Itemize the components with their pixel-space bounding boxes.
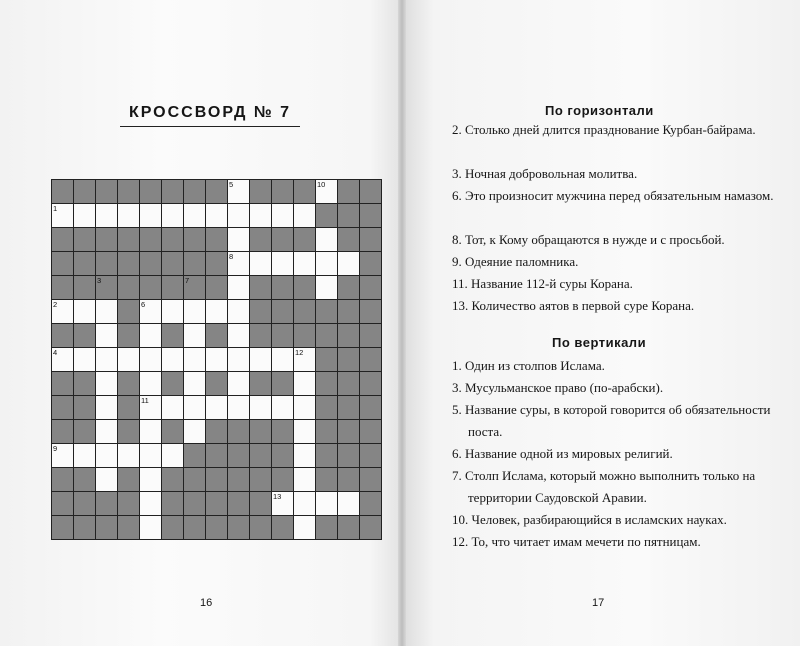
crossword-cell-blocked <box>250 324 271 347</box>
crossword-cell-blocked <box>294 276 315 299</box>
crossword-cell-open[interactable] <box>338 492 359 515</box>
crossword-cell-blocked <box>294 180 315 203</box>
crossword-cell-blocked <box>360 204 381 227</box>
clue-number: 2 <box>53 300 58 309</box>
crossword-cell-blocked <box>184 444 205 467</box>
crossword-cell-blocked <box>206 228 227 251</box>
crossword-cell-open[interactable] <box>74 348 95 371</box>
crossword-cell-blocked <box>74 180 95 203</box>
crossword-cell-open[interactable] <box>140 420 161 443</box>
clue-number: 1 <box>53 204 58 213</box>
clue-down-7: 7. Столп Ислама, который можно выполнить только на территории Саудовской Аравии. <box>452 468 756 505</box>
crossword-cell-blocked <box>272 444 293 467</box>
crossword-cell-blocked <box>206 492 227 515</box>
crossword-grid <box>51 179 382 540</box>
crossword-cell-blocked <box>162 516 183 539</box>
clue-number: 4 <box>53 348 58 357</box>
crossword-cell-blocked <box>228 420 249 443</box>
crossword-cell-blocked <box>118 324 139 347</box>
crossword-cell-open[interactable] <box>294 348 315 371</box>
clue-number: 8 <box>229 252 234 261</box>
crossword-cell-blocked <box>360 372 381 395</box>
crossword-cell-blocked <box>272 324 293 347</box>
crossword-cell-blocked <box>206 180 227 203</box>
crossword-cell-blocked <box>140 180 161 203</box>
crossword-cell-open[interactable] <box>96 348 117 371</box>
crossword-cell-blocked <box>118 396 139 419</box>
crossword-cell-blocked <box>316 348 337 371</box>
clue-down-1: 1. Один из столпов Ислама. <box>452 358 605 373</box>
crossword-cell-blocked <box>250 372 271 395</box>
crossword-cell-blocked <box>118 300 139 323</box>
crossword-cell-open[interactable] <box>184 324 205 347</box>
crossword-cell-open[interactable] <box>140 396 161 419</box>
crossword-cell-blocked <box>338 324 359 347</box>
crossword-cell-open[interactable] <box>140 324 161 347</box>
crossword-cell-open[interactable] <box>184 300 205 323</box>
crossword-cell-open[interactable] <box>96 444 117 467</box>
crossword-cell-open[interactable] <box>118 348 139 371</box>
crossword-cell-open[interactable] <box>316 180 337 203</box>
crossword-cell-blocked <box>206 444 227 467</box>
crossword-cell-blocked <box>52 468 73 491</box>
crossword-cell-blocked <box>74 276 95 299</box>
crossword-cell-open[interactable] <box>140 372 161 395</box>
crossword-cell-blocked <box>184 468 205 491</box>
clue-number: 7 <box>185 276 190 285</box>
crossword-cell-blocked <box>74 420 95 443</box>
crossword-cell-open[interactable] <box>294 372 315 395</box>
crossword-cell-open[interactable] <box>228 372 249 395</box>
crossword-cell-open[interactable] <box>228 300 249 323</box>
crossword-cell-open[interactable] <box>184 372 205 395</box>
crossword-cell-blocked <box>184 228 205 251</box>
crossword-cell-blocked <box>162 492 183 515</box>
crossword-cell-open[interactable] <box>206 348 227 371</box>
crossword-cell-open[interactable] <box>74 204 95 227</box>
clue-number: 6 <box>141 300 146 309</box>
crossword-cell-open[interactable] <box>294 420 315 443</box>
crossword-cell-open[interactable] <box>250 204 271 227</box>
clue-down-6: 6. Название одной из мировых религий. <box>452 446 673 461</box>
clue-across-9: 9. Одеяние паломника. <box>452 254 579 269</box>
crossword-cell-open[interactable] <box>140 444 161 467</box>
crossword-cell-open[interactable] <box>118 204 139 227</box>
crossword-cell-blocked <box>184 180 205 203</box>
clue-down-5: 5. Название суры, в которой говорится об обязательности поста. <box>452 402 771 439</box>
crossword-cell-blocked <box>250 420 271 443</box>
crossword-cell-blocked <box>272 300 293 323</box>
crossword-cell-blocked <box>360 300 381 323</box>
crossword-cell-open[interactable] <box>228 228 249 251</box>
crossword-cell-blocked <box>52 324 73 347</box>
crossword-cell-blocked <box>250 468 271 491</box>
crossword-cell-blocked <box>206 276 227 299</box>
crossword-cell-blocked <box>316 324 337 347</box>
crossword-cell-open[interactable] <box>206 204 227 227</box>
crossword-cell-open[interactable] <box>140 300 161 323</box>
clue-number: 13 <box>273 492 282 501</box>
crossword-cell-blocked <box>228 468 249 491</box>
across-heading: По горизонтали <box>545 103 654 118</box>
crossword-cell-blocked <box>250 300 271 323</box>
crossword-cell-open[interactable] <box>52 300 73 323</box>
crossword-cell-open[interactable] <box>272 492 293 515</box>
crossword-cell-open[interactable] <box>184 396 205 419</box>
crossword-cell-blocked <box>52 276 73 299</box>
crossword-cell-blocked <box>316 300 337 323</box>
crossword-cell-open[interactable] <box>96 420 117 443</box>
crossword-cell-blocked <box>206 372 227 395</box>
crossword-cell-open[interactable] <box>316 276 337 299</box>
crossword-cell-open[interactable] <box>228 324 249 347</box>
crossword-cell-blocked <box>294 228 315 251</box>
crossword-cell-open[interactable] <box>294 204 315 227</box>
clue-across-6: 6. Это произносит мужчина перед обязательным намазом. <box>452 188 774 203</box>
crossword-cell-open[interactable] <box>206 396 227 419</box>
crossword-cell-open[interactable] <box>294 444 315 467</box>
crossword-cell-blocked <box>272 276 293 299</box>
crossword-cell-open[interactable] <box>250 252 271 275</box>
crossword-cell-blocked <box>360 492 381 515</box>
crossword-cell-open[interactable] <box>140 348 161 371</box>
crossword-cell-blocked <box>118 492 139 515</box>
crossword-cell-blocked <box>338 300 359 323</box>
crossword-cell-blocked <box>360 420 381 443</box>
crossword-cell-blocked <box>338 204 359 227</box>
crossword-cell-blocked <box>228 492 249 515</box>
crossword-cell-open[interactable] <box>162 300 183 323</box>
crossword-cell-blocked <box>294 324 315 347</box>
crossword-cell-blocked <box>206 468 227 491</box>
crossword-cell-blocked <box>338 228 359 251</box>
crossword-cell-blocked <box>316 444 337 467</box>
crossword-cell-open[interactable] <box>74 300 95 323</box>
crossword-cell-blocked <box>316 516 337 539</box>
crossword-cell-open[interactable] <box>96 204 117 227</box>
crossword-cell-blocked <box>184 276 205 299</box>
crossword-cell-blocked <box>250 516 271 539</box>
crossword-cell-blocked <box>74 468 95 491</box>
crossword-cell-blocked <box>316 420 337 443</box>
crossword-cell-open[interactable] <box>140 492 161 515</box>
crossword-cell-blocked <box>162 420 183 443</box>
crossword-cell-blocked <box>118 516 139 539</box>
crossword-cell-blocked <box>360 276 381 299</box>
crossword-cell-open[interactable] <box>272 396 293 419</box>
crossword-cell-blocked <box>162 372 183 395</box>
crossword-cell-blocked <box>118 180 139 203</box>
crossword-cell-blocked <box>96 180 117 203</box>
crossword-cell-blocked <box>250 444 271 467</box>
crossword-cell-blocked <box>140 276 161 299</box>
crossword-cell-blocked <box>316 468 337 491</box>
crossword-cell-blocked <box>96 276 117 299</box>
down-heading: По вертикали <box>552 335 647 350</box>
crossword-cell-blocked <box>162 180 183 203</box>
crossword-cell-open[interactable] <box>52 444 73 467</box>
crossword-cell-open[interactable] <box>74 444 95 467</box>
crossword-cell-blocked <box>338 516 359 539</box>
crossword-cell-open[interactable] <box>294 468 315 491</box>
crossword-cell-blocked <box>162 252 183 275</box>
crossword-cell-blocked <box>272 516 293 539</box>
crossword-cell-open[interactable] <box>228 276 249 299</box>
crossword-cell-open[interactable] <box>162 444 183 467</box>
crossword-cell-open[interactable] <box>338 252 359 275</box>
crossword-cell-open[interactable] <box>96 324 117 347</box>
crossword-cell-blocked <box>118 468 139 491</box>
crossword-cell-blocked <box>360 252 381 275</box>
crossword-cell-blocked <box>96 492 117 515</box>
crossword-cell-blocked <box>206 324 227 347</box>
clue-number: 10 <box>317 180 326 189</box>
crossword-cell-open[interactable] <box>96 396 117 419</box>
crossword-cell-open[interactable] <box>316 252 337 275</box>
crossword-cell-blocked <box>228 516 249 539</box>
crossword-cell-open[interactable] <box>162 348 183 371</box>
crossword-cell-open[interactable] <box>140 204 161 227</box>
crossword-cell-blocked <box>184 516 205 539</box>
crossword-cell-blocked <box>338 444 359 467</box>
crossword-cell-blocked <box>162 228 183 251</box>
crossword-cell-blocked <box>206 252 227 275</box>
crossword-cell-blocked <box>360 468 381 491</box>
clue-across-2: 2. Столько дней длится празднование Курбан-байрама. <box>452 122 756 137</box>
crossword-cell-open[interactable] <box>52 348 73 371</box>
crossword-cell-blocked <box>74 324 95 347</box>
crossword-cell-open[interactable] <box>228 180 249 203</box>
crossword-cell-blocked <box>52 396 73 419</box>
crossword-cell-blocked <box>338 396 359 419</box>
crossword-cell-blocked <box>96 228 117 251</box>
crossword-cell-open[interactable] <box>250 348 271 371</box>
crossword-cell-open[interactable] <box>184 348 205 371</box>
crossword-cell-blocked <box>52 516 73 539</box>
crossword-cell-blocked <box>74 372 95 395</box>
crossword-cell-blocked <box>184 492 205 515</box>
crossword-cell-blocked <box>360 444 381 467</box>
crossword-cell-blocked <box>74 228 95 251</box>
crossword-cell-blocked <box>184 252 205 275</box>
crossword-cell-blocked <box>52 420 73 443</box>
crossword-cell-open[interactable] <box>162 204 183 227</box>
crossword-cell-open[interactable] <box>228 348 249 371</box>
clue-number: 11 <box>141 396 149 405</box>
crossword-cell-open[interactable] <box>140 468 161 491</box>
crossword-cell-open[interactable] <box>294 396 315 419</box>
crossword-cell-blocked <box>294 300 315 323</box>
crossword-cell-open[interactable] <box>250 396 271 419</box>
crossword-cell-blocked <box>272 468 293 491</box>
crossword-cell-blocked <box>316 396 337 419</box>
crossword-cell-blocked <box>52 180 73 203</box>
crossword-cell-blocked <box>52 372 73 395</box>
crossword-cell-open[interactable] <box>228 396 249 419</box>
crossword-cell-open[interactable] <box>184 420 205 443</box>
page-number-right: 17 <box>592 597 605 609</box>
crossword-title: КРОССВОРД № 7 <box>120 104 300 127</box>
crossword-cell-blocked <box>316 372 337 395</box>
crossword-cell-blocked <box>118 228 139 251</box>
clue-across-8: 8. Тот, к Кому обращаются в нужде и с просьбой. <box>452 232 725 247</box>
clue-number: 9 <box>53 444 58 453</box>
crossword-cell-open[interactable] <box>272 204 293 227</box>
crossword-cell-open[interactable] <box>294 252 315 275</box>
clue-number: 12 <box>295 348 304 357</box>
crossword-cell-blocked <box>272 372 293 395</box>
crossword-cell-blocked <box>250 492 271 515</box>
crossword-cell-blocked <box>360 324 381 347</box>
crossword-cell-blocked <box>272 420 293 443</box>
crossword-cell-open[interactable] <box>228 204 249 227</box>
crossword-cell-blocked <box>272 228 293 251</box>
crossword-cell-blocked <box>118 420 139 443</box>
crossword-cell-blocked <box>338 420 359 443</box>
crossword-cell-open[interactable] <box>52 204 73 227</box>
book-spine <box>398 0 406 646</box>
crossword-cell-blocked <box>162 276 183 299</box>
crossword-cell-blocked <box>338 372 359 395</box>
crossword-cell-blocked <box>74 396 95 419</box>
crossword-cell-blocked <box>162 468 183 491</box>
crossword-cell-blocked <box>140 228 161 251</box>
crossword-cell-blocked <box>206 420 227 443</box>
crossword-cell-blocked <box>272 180 293 203</box>
clue-number: 3 <box>97 276 102 285</box>
crossword-cell-blocked <box>250 228 271 251</box>
crossword-cell-blocked <box>52 252 73 275</box>
crossword-cell-blocked <box>360 516 381 539</box>
crossword-cell-open[interactable] <box>294 516 315 539</box>
crossword-cell-open[interactable] <box>206 300 227 323</box>
crossword-cell-open[interactable] <box>316 492 337 515</box>
clue-down-10: 10. Человек, разбирающийся в исламских науках. <box>452 512 727 527</box>
crossword-cell-open[interactable] <box>96 468 117 491</box>
clue-number: 5 <box>229 180 234 189</box>
crossword-cell-blocked <box>96 516 117 539</box>
crossword-cell-blocked <box>52 228 73 251</box>
crossword-cell-open[interactable] <box>118 444 139 467</box>
crossword-cell-open[interactable] <box>96 300 117 323</box>
clue-across-13: 13. Количество аятов в первой суре Корана. <box>452 298 695 313</box>
crossword-cell-blocked <box>118 276 139 299</box>
crossword-cell-blocked <box>118 372 139 395</box>
crossword-cell-open[interactable] <box>294 492 315 515</box>
crossword-cell-blocked <box>338 180 359 203</box>
crossword-cell-blocked <box>162 324 183 347</box>
crossword-cell-blocked <box>228 444 249 467</box>
crossword-cell-blocked <box>316 204 337 227</box>
crossword-cell-blocked <box>74 252 95 275</box>
crossword-cell-blocked <box>360 348 381 371</box>
crossword-cell-blocked <box>206 516 227 539</box>
crossword-cell-blocked <box>338 468 359 491</box>
crossword-cell-open[interactable] <box>140 516 161 539</box>
page-number-left: 16 <box>200 597 213 609</box>
clue-down-3: 3. Мусульманское право (по-арабски). <box>452 380 664 395</box>
crossword-cell-blocked <box>360 396 381 419</box>
crossword-cell-blocked <box>74 516 95 539</box>
crossword-cell-blocked <box>360 228 381 251</box>
clue-across-3: 3. Ночная добровольная молитва. <box>452 166 638 181</box>
crossword-cell-blocked <box>360 180 381 203</box>
crossword-cell-blocked <box>52 492 73 515</box>
crossword-cell-blocked <box>250 276 271 299</box>
crossword-cell-open[interactable] <box>162 396 183 419</box>
crossword-cell-open[interactable] <box>184 204 205 227</box>
clue-down-12: 12. То, что читает имам мечети по пятницам. <box>452 534 701 549</box>
crossword-cell-open[interactable] <box>272 348 293 371</box>
crossword-cell-blocked <box>140 252 161 275</box>
crossword-cell-open[interactable] <box>316 228 337 251</box>
crossword-cell-blocked <box>338 276 359 299</box>
crossword-cell-open[interactable] <box>272 252 293 275</box>
clue-across-11: 11. Название 112-й суры Корана. <box>452 276 633 291</box>
crossword-cell-blocked <box>250 180 271 203</box>
crossword-cell-blocked <box>74 492 95 515</box>
crossword-cell-open[interactable] <box>228 252 249 275</box>
crossword-cell-blocked <box>338 348 359 371</box>
crossword-cell-blocked <box>118 252 139 275</box>
crossword-cell-open[interactable] <box>96 372 117 395</box>
crossword-cell-blocked <box>96 252 117 275</box>
